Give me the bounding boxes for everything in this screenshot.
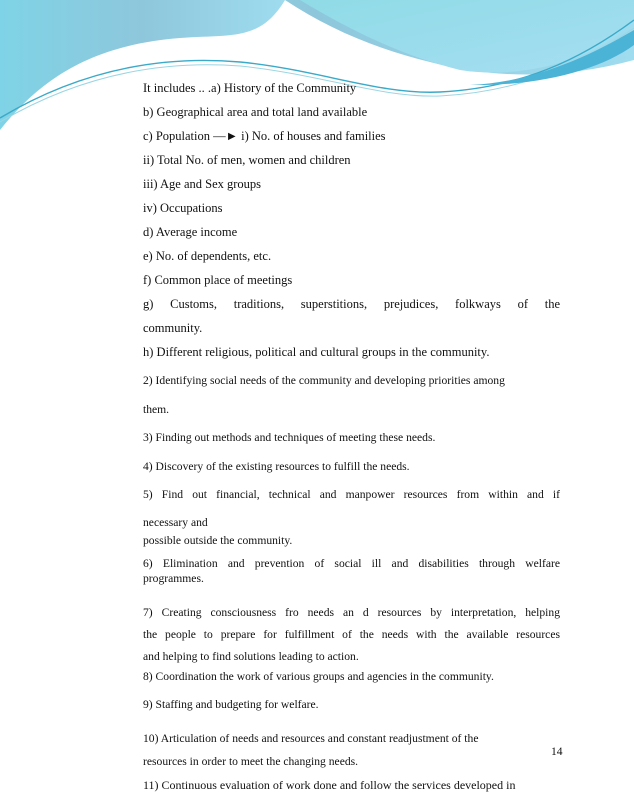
- text-line: h) Different religious, political and cultural groups in the community.: [143, 345, 490, 359]
- text-line: 9) Staffing and budgeting for welfare.: [143, 698, 319, 711]
- page-number: 14: [551, 745, 563, 758]
- text-line: and helping to find solutions leading to action.: [143, 650, 359, 663]
- text-line: community.: [143, 321, 203, 335]
- text-line: 7) Creating consciousness fro needs an d resources by interpretation, helping: [143, 606, 560, 619]
- text-line: 11) Continuous evaluation of work done and follow the services developed in: [143, 778, 516, 792]
- text-line: e) No. of dependents, etc.: [143, 249, 272, 263]
- text-line: iii) Age and Sex groups: [143, 177, 262, 191]
- text-line: g) Customs, traditions, superstitions, prejudices, folkways of the: [143, 297, 560, 311]
- text-line: the people to prepare for fulfillment of the needs with the available resources: [143, 628, 560, 641]
- text-line: possible outside the community.: [143, 534, 293, 547]
- text-line: It includes .. .a) History of the Community: [143, 81, 357, 95]
- text-line: necessary and: [143, 516, 208, 529]
- text-line: 2) Identifying social needs of the community and developing priorities among: [143, 374, 505, 387]
- text-line: d) Average income: [143, 225, 238, 239]
- text-line: programmes.: [143, 572, 204, 585]
- text-line: f) Common place of meetings: [143, 273, 293, 287]
- text-line: them.: [143, 403, 170, 416]
- text-line: ii) Total No. of men, women and children: [143, 153, 351, 167]
- text-line: 10) Articulation of needs and resources and constant readjustment of the: [143, 732, 479, 745]
- text-line: resources in order to meet the changing needs.: [143, 755, 359, 768]
- text-line: iv) Occupations: [143, 201, 223, 215]
- text-line: 8) Coordination the work of various groups and agencies in the community.: [143, 670, 494, 683]
- text-line: 5) Find out financial, technical and manpower resources from within and if: [143, 488, 560, 501]
- text-line: 4) Discovery of the existing resources to fulfill the needs.: [143, 460, 410, 473]
- text-line: 6) Elimination and prevention of social ill and disabilities through welfare: [143, 557, 560, 570]
- text-line: b) Geographical area and total land available: [143, 105, 368, 119]
- text-line: c) Population —► i) No. of houses and families: [143, 129, 386, 143]
- text-line: 3) Finding out methods and techniques of meeting these needs.: [143, 431, 436, 444]
